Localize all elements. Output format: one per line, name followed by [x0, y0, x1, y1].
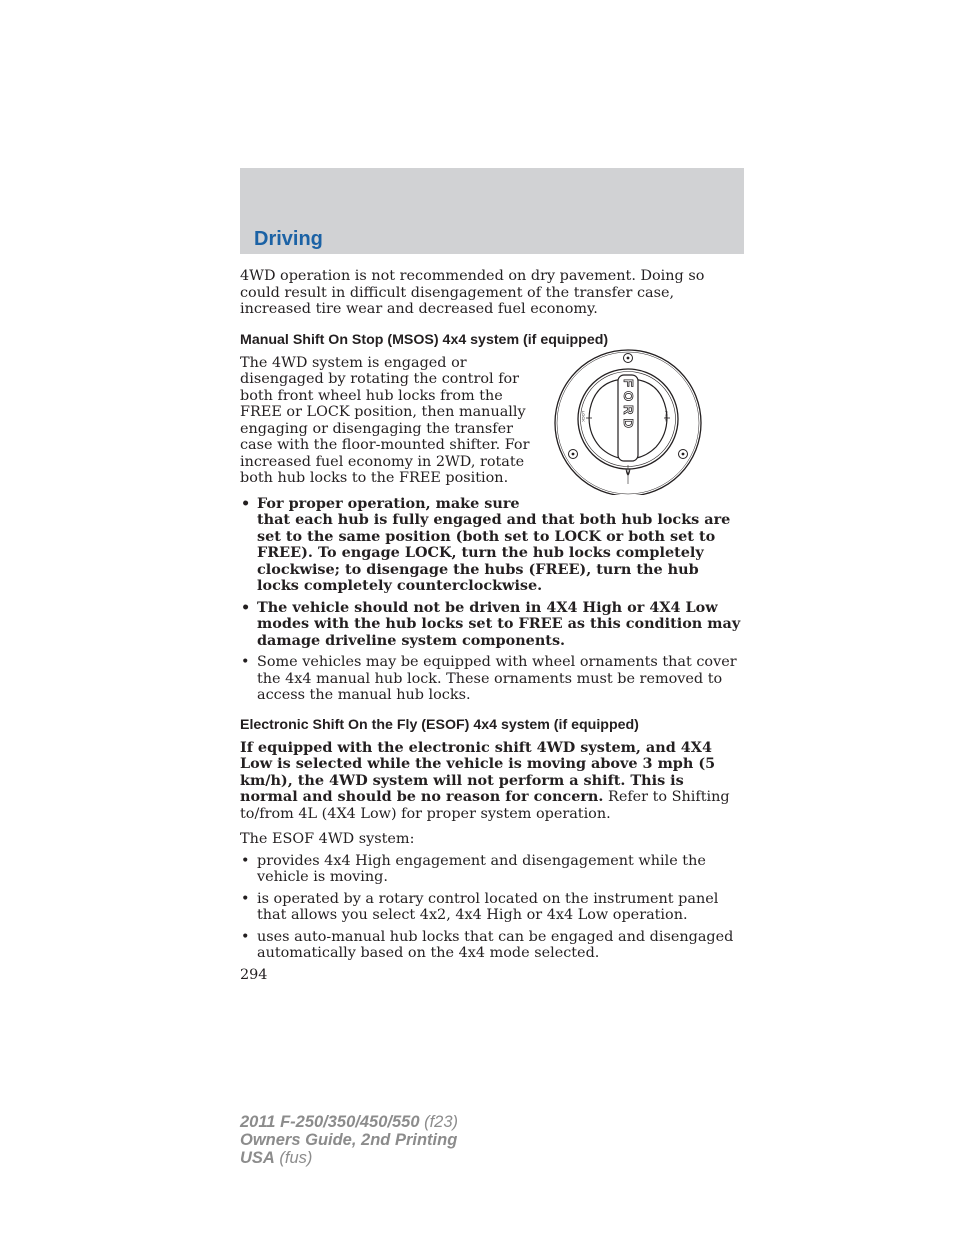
hub-lock-figure [548, 347, 708, 495]
esof-warning [240, 740, 744, 823]
esof-warning-bold: If equipped with the electronic shift 4WD system, and 4X4 Low is selected while the vehicle is moving above 3 mph (5 km/h), the 4WD system will not perform a shift. This is normal and should be no reason for concern. [240, 738, 716, 805]
page-content [240, 268, 744, 983]
hub-lock-label: LOCK [581, 410, 586, 422]
msos-bullet-list [240, 496, 744, 704]
page-number: 294 [240, 966, 268, 983]
footer-model-line [240, 1113, 458, 1131]
list-item: • The vehicle should not be driven in 4X4 High or 4X4 Low modes with the hub locks set to FREE as this condition may damage driveline system components. [240, 600, 744, 650]
esof-system-intro: The ESOF 4WD system: [240, 831, 415, 847]
msos-heading: Manual Shift On Stop (MSOS) 4x4 system (if equipped) [240, 331, 609, 348]
msos-section [240, 355, 744, 704]
hub-lock-labels [548, 347, 708, 495]
list-item: • Some vehicles may be equipped with wheel ornaments that cover the 4x4 manual hub lock. These ornaments must be removed to access the manual hub locks. [240, 654, 744, 704]
hub-free-label: FREE [664, 410, 669, 422]
hub-brand-letters: FORD [621, 378, 636, 432]
footer-edition-line: Owners Guide, 2nd Printing [240, 1131, 458, 1149]
document-footer [240, 1113, 458, 1167]
footer-model: 2011 F-250/350/450/550 [240, 1113, 420, 1131]
footer-market-line [240, 1149, 458, 1167]
list-item: • provides 4x4 High engagement and disengagement while the vehicle is moving. [240, 853, 744, 886]
section-title: Driving [254, 228, 323, 250]
footer-model-code: (f23) [419, 1113, 459, 1131]
esof-bullet-list [240, 853, 744, 962]
footer-market: USA [240, 1149, 275, 1167]
list-item: • For proper operation, make sure that each hub is fully engaged and that both hub locks are set to the same position (both set to LOCK or both set to FREE). To engage LOCK, turn the hub locks completely clockwise; to disengage the hubs (FREE), turn the hub locks completely counterclockwise. [240, 496, 744, 595]
list-item: • uses auto-manual hub locks that can be engaged and disengaged automatically based on the 4x4 mode selected. [240, 929, 744, 962]
footer-market-code: (fus) [274, 1149, 313, 1167]
list-item: • is operated by a rotary control located on the instrument panel that allows you select 4x2, 4x4 High or 4x4 Low operation. [240, 891, 744, 924]
intro-paragraph: 4WD operation is not recommended on dry pavement. Doing so could result in difficult disengagement of the transfer case, increased tire wear and decreased fuel economy. [240, 268, 705, 317]
esof-heading: Electronic Shift On the Fly (ESOF) 4x4 system (if equipped) [240, 716, 639, 733]
esof-warning-normal: Refer to Shifting to/from 4L (4X4 Low) for proper system operation. [240, 789, 730, 822]
section-header-band [240, 168, 744, 254]
msos-body: The 4WD system is engaged or disengaged by rotating the control for both front wheel hub locks from the FREE or LOCK position, then manually engaging or disengaging the transfer case with the floor-mounted shifter. For increased fuel economy in 2WD, rotate both hub locks to the FREE position. [240, 354, 530, 486]
